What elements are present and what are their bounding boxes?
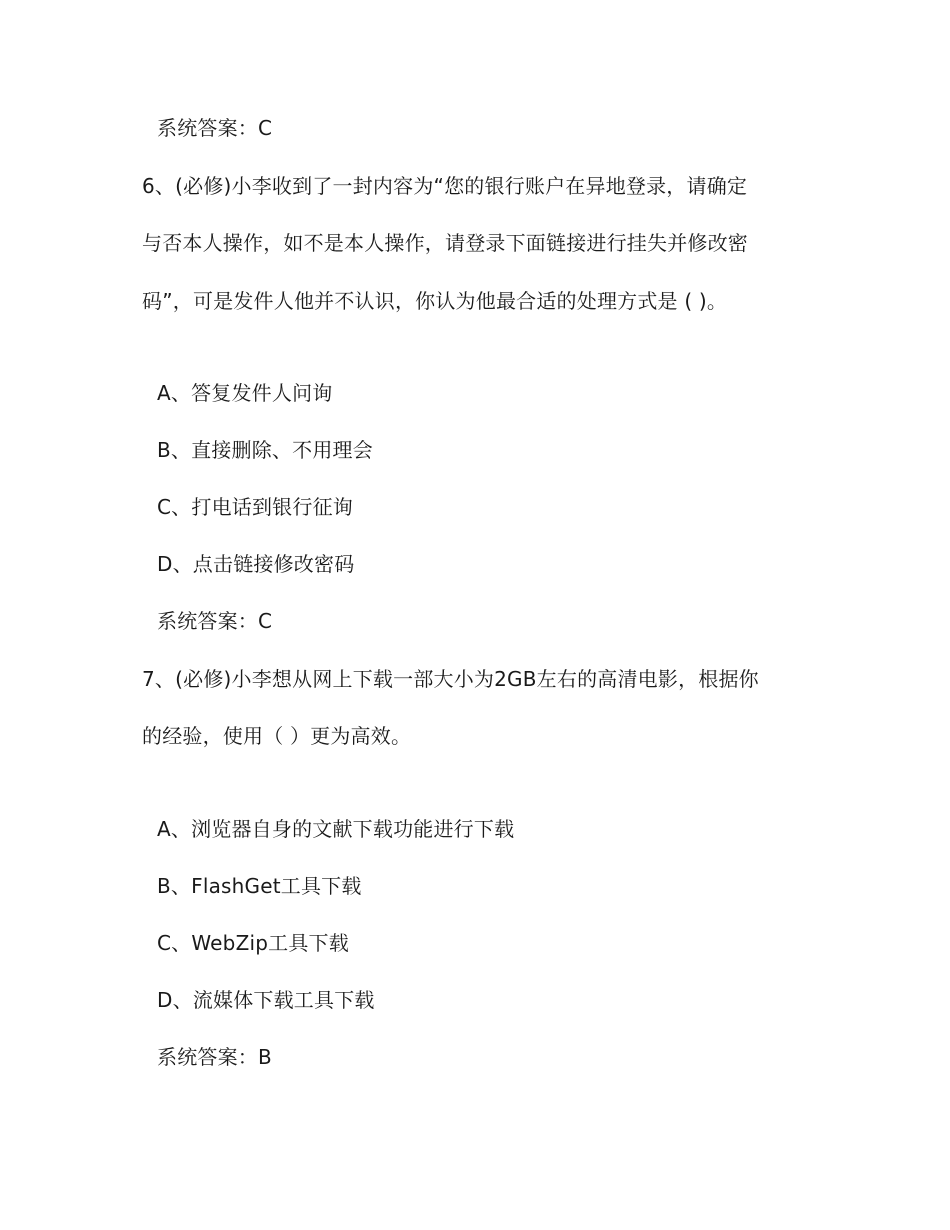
- q5-answer: 系统答案：C: [157, 116, 273, 140]
- q6-stem-line-1: 6、(必修)小李收到了一封内容为“您的银行账户在异地登录，请确定: [142, 174, 748, 198]
- q7-option-a: A、浏览器自身的文献下载功能进行下载: [157, 817, 515, 841]
- q6-stem-line-2: 与否本人操作，如不是本人操作，请登录下面链接进行挂失并修改密: [142, 231, 748, 255]
- q7-option-d: D、流媒体下载工具下载: [157, 988, 375, 1012]
- q6-option-b: B、直接删除、不用理会: [157, 438, 373, 462]
- q6-option-c: C、打电话到银行征询: [157, 495, 353, 519]
- q7-option-b: B、FlashGet工具下载: [157, 874, 362, 898]
- q6-option-a: A、答复发件人问询: [157, 381, 333, 405]
- q6-stem-line-3: 码”，可是发件人他并不认识，你认为他最合适的处理方式是 ( )。: [142, 289, 728, 313]
- q7-stem-line-1: 7、(必修)小李想从网上下载一部大小为2GB左右的高清电影，根据你: [142, 667, 759, 691]
- q7-answer: 系统答案：B: [157, 1045, 272, 1069]
- q6-option-d: D、点击链接修改密码: [157, 552, 355, 576]
- q6-answer: 系统答案：C: [157, 609, 273, 633]
- q7-option-c: C、WebZip工具下载: [157, 931, 349, 955]
- q7-stem-line-2: 的经验，使用（ ）更为高效。: [142, 724, 412, 748]
